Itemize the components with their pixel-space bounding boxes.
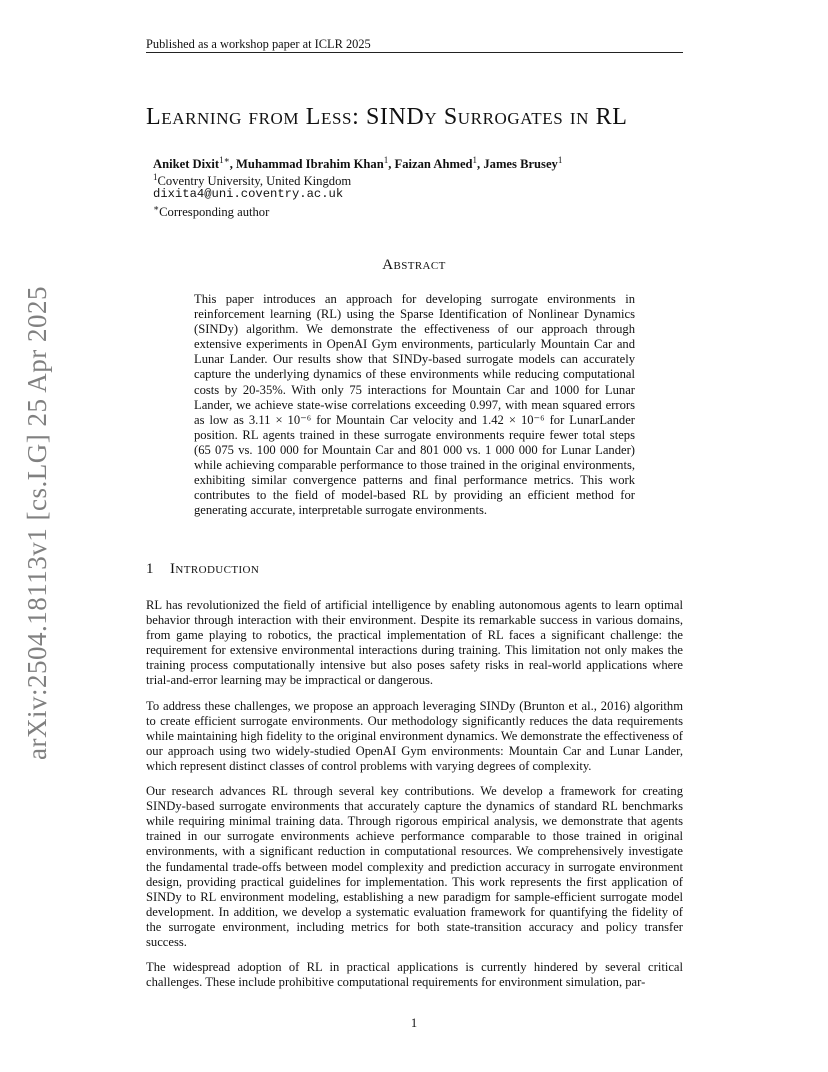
- arxiv-stamp: arXiv:2504.18113v1 [cs.LG] 25 Apr 2025: [22, 286, 52, 760]
- author-affiliation-mark: 1∗: [219, 155, 230, 165]
- author-separator: ,: [229, 157, 237, 172]
- author-name: Faizan Ahmed: [394, 157, 473, 172]
- author-name: Aniket Dixit: [153, 157, 220, 172]
- paragraph: RL has revolutionized the field of artificial intelligence by enabling autonomous agents to learn optimal behavior through interaction with their environment. Despite its remarkable success in various domains, from game playing to robotics, the practical implementation of RL faces a significant challenge: the requirement for extensive environmental interactions during training. This limitation not only makes the training process computationally intensive but also poses safety risks in real-world applications where trial-and-error learning may be impractical or dangerous.: [146, 598, 683, 688]
- affiliation-mark: 1: [153, 172, 158, 182]
- author-separator: ,: [477, 157, 484, 172]
- page-number: 1: [410, 1016, 418, 1030]
- body-text: [146, 598, 683, 1000]
- corresponding-text: Corresponding author: [159, 205, 270, 220]
- header-rule: [146, 52, 683, 53]
- abstract-heading: Abstract: [382, 257, 446, 273]
- author-affiliation-mark: 1: [557, 155, 563, 165]
- corresponding-author-note: [153, 203, 269, 220]
- author-affiliation-mark: 1: [472, 155, 478, 165]
- author-list: [153, 155, 562, 172]
- author-name: Muhammad Ibrahim Khan: [236, 157, 384, 172]
- section-title: Introduction: [170, 561, 260, 577]
- corresponding-mark: ∗: [153, 203, 160, 213]
- running-head: Published as a workshop paper at ICLR 2025: [146, 37, 371, 51]
- paper-title: Learning from Less: SINDy Surrogates in RL: [146, 104, 628, 130]
- section-heading: [146, 561, 259, 578]
- author-separator: ,: [388, 157, 395, 172]
- section-number: 1: [146, 561, 154, 577]
- paragraph: The widespread adoption of RL in practical applications is currently hindered by several critical challenges. These include prohibitive computational requirements for environment simulation, par-: [146, 960, 683, 990]
- author-affiliation-mark: 1: [383, 155, 389, 165]
- paragraph: To address these challenges, we propose an approach leveraging SINDy (Brunton et al., 2016) algorithm to create efficient surrogate environments. Our methodology significantly reduces the data requirements while maintaining high fidelity to the original environment dynamics. We demonstrate the effectiveness of our approach using two widely-studied OpenAI Gym environments: Mountain Car and Lunar Lander, which represent distinct classes of control problems with varying degrees of complexity.: [146, 698, 683, 773]
- affiliation-text: Coventry University, United Kingdom: [157, 174, 352, 189]
- author-name: James Brusey: [483, 157, 558, 172]
- paragraph: Our research advances RL through several key contributions. We develop a framework for creating SINDy-based surrogate environments that accurately capture the dynamics of standard RL benchmarks while requiring minimal training data. Through rigorous empirical analysis, we demonstrate that agents trained in our surrogate environments achieve performance comparable to those trained in original environments, with a significant reduction in computational resources. We comprehensively investigate the fundamental trade-offs between model complexity and prediction accuracy in surrogate environment design, providing practical guidelines for implementation. This work represents the first application of SINDy to RL environment modeling, establishing a new paradigm for sample-efficient surrogate model development. In addition, we develop a systematic evaluation framework for quantifying the fidelity of the surrogate environment, including metrics for both state-transition accuracy and policy transfer success.: [146, 784, 683, 949]
- abstract-text: This paper introduces an approach for developing surrogate environments in reinforcement learning (RL) using the Sparse Identification of Nonlinear Dynamics (SINDy) algorithm. We demonstrate the effectiveness of our approach through extensive experiments in OpenAI Gym environments, particularly Mountain Car and Lunar Lander. Our results show that SINDy-based surrogate models can accurately capture the underlying dynamics of these environments while reducing computational costs by 20-35%. With only 75 interactions for Mountain Car and 1000 for Lunar Lander, we achieve state-wise correlations exceeding 0.997, with mean squared errors as low as 3.11 × 10⁻⁶ for Mountain Car velocity and 1.42 × 10⁻⁶ for LunarLander position. RL agents trained in these surrogate environments require fewer total steps (65 075 vs. 100 000 for Mountain Car and 801 000 vs. 1 000 000 for Lunar Lander) while achieving comparable performance to those trained in the original environments, exhibiting similar convergence patterns and final performance metrics. This work contributes to the field of model-based RL by providing an efficient method for generating accurate, interpretable surrogate environments.: [194, 292, 635, 518]
- author-email: dixita4@uni.coventry.ac.uk: [153, 187, 344, 201]
